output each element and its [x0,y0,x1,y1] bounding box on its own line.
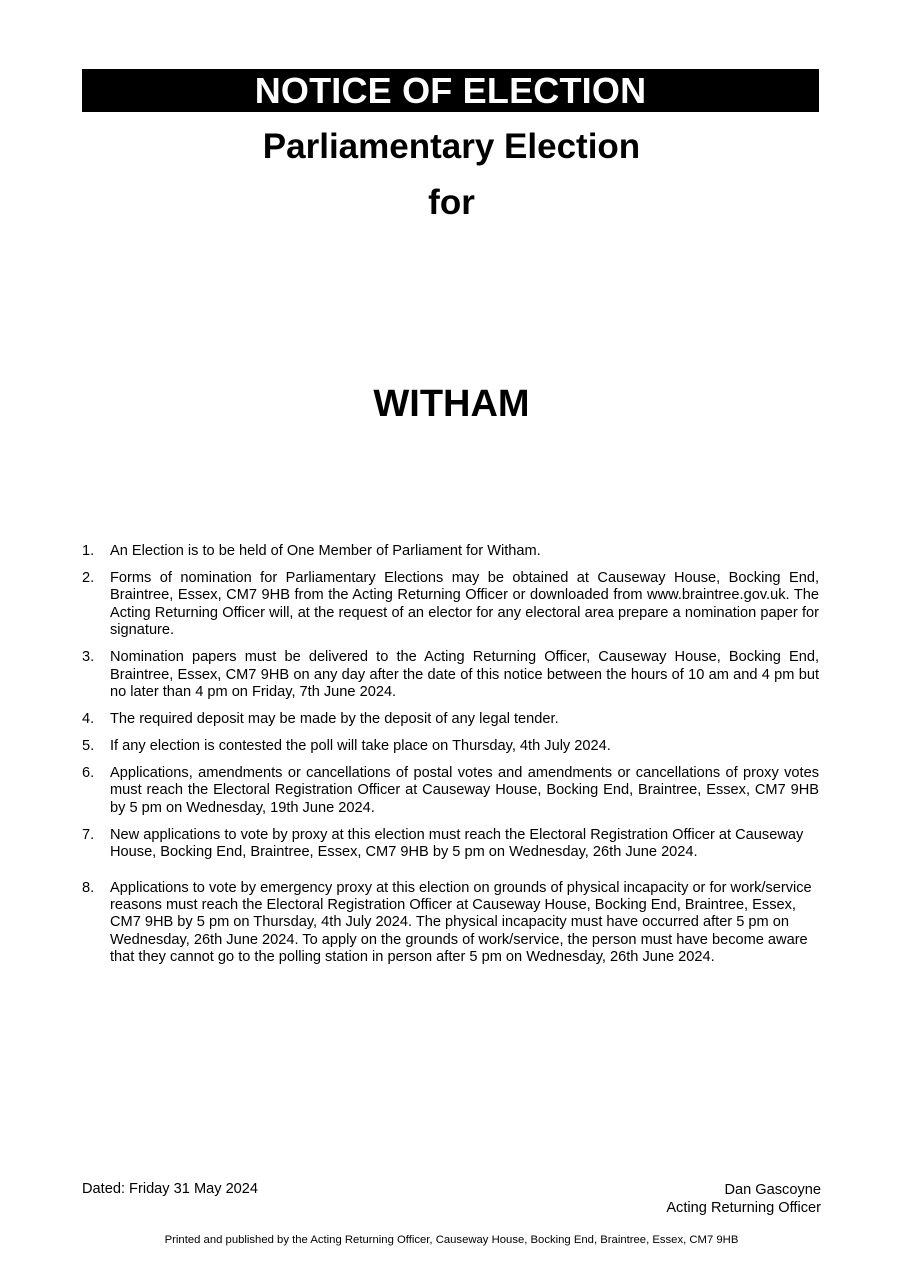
item-number: 1. [82,543,95,559]
item-number: 4. [82,711,95,728]
dated-line: Dated: Friday 31 May 2024 [82,1181,259,1197]
election-type: Parliamentary Election [262,127,641,166]
list-item [82,738,819,755]
constituency-name: WITHAM [373,383,530,425]
imprint-line: Printed and published by the Acting Returning Officer, Causeway House, Bocking End, Braintree, Essex, CM7 9HB [164,1234,739,1246]
list-item [82,543,819,560]
item-number: 7. [82,826,95,843]
item-number: 5. [82,738,95,755]
notice-heading: NOTICE OF ELECTION [82,69,819,112]
notice-items-list [82,543,819,976]
list-item [82,711,819,728]
item-text: An Election is to be held of One Member of Parliament for Witham. [110,543,541,559]
item-text: Nomination papers must be delivered to the Acting Returning Officer, Causeway House, Bocking End, Braintree, Essex, CM7 9HB on any day after the date of this notice between the hours of 10 am and 4 pm but no later than 4 pm on Friday, 7th June 2024. [110,649,819,701]
item-text: Forms of nomination for Parliamentary Elections may be obtained at Causeway House, Bocking End, Braintree, Essex, CM7 9HB from the Acting Returning Officer or downloaded from www.braintree.gov.uk. The Acting Returning Officer will, at the request of an elector for any electoral area prepare a nomination paper for signature. [110,570,819,639]
connector-text: for [428,183,475,222]
list-item [82,570,819,640]
list-item [82,880,819,967]
item-text: Applications, amendments or cancellations of postal votes and amendments or cancellations of proxy votes must reach the Electoral Registration Officer at Causeway House, Bocking End, Braintree, Essex, CM7 9HB by 5 pm on Wednesday, 19th June 2024. [110,765,819,816]
officer-title: Acting Returning Officer [666,1200,821,1216]
officer-name: Dan Gascoyne [724,1182,821,1198]
signature-block [666,1181,821,1217]
list-item [82,827,819,862]
item-text: Applications to vote by emergency proxy at this election on grounds of physical incapacity or for work/service reasons must reach the Electoral Registration Officer at Causeway House, Bocking End, Braintree, Essex, CM7 9HB by 5 pm on Thursday, 4th July 2024. The physical incapacity must have occurred after 5 pm on Wednesday, 26th June 2024. To apply on the grounds of work/service, the person must have become aware that they cannot go to the polling station in person after 5 pm on Wednesday, 26th June 2024. [110,879,812,966]
list-item [82,649,819,701]
item-number: 8. [82,879,95,896]
item-number: 3. [82,649,95,666]
list-item [82,765,819,817]
item-text: If any election is contested the poll will take place on Thursday, 4th July 2024. [110,738,611,755]
item-number: 2. [82,570,95,586]
item-number: 6. [82,765,95,782]
item-text: New applications to vote by proxy at this election must reach the Electoral Registration Officer at Causeway House, Bocking End, Braintree, Essex, CM7 9HB by 5 pm on Wednesday, 26th June 2024. [110,826,804,861]
item-text: The required deposit may be made by the deposit of any legal tender. [110,711,559,728]
